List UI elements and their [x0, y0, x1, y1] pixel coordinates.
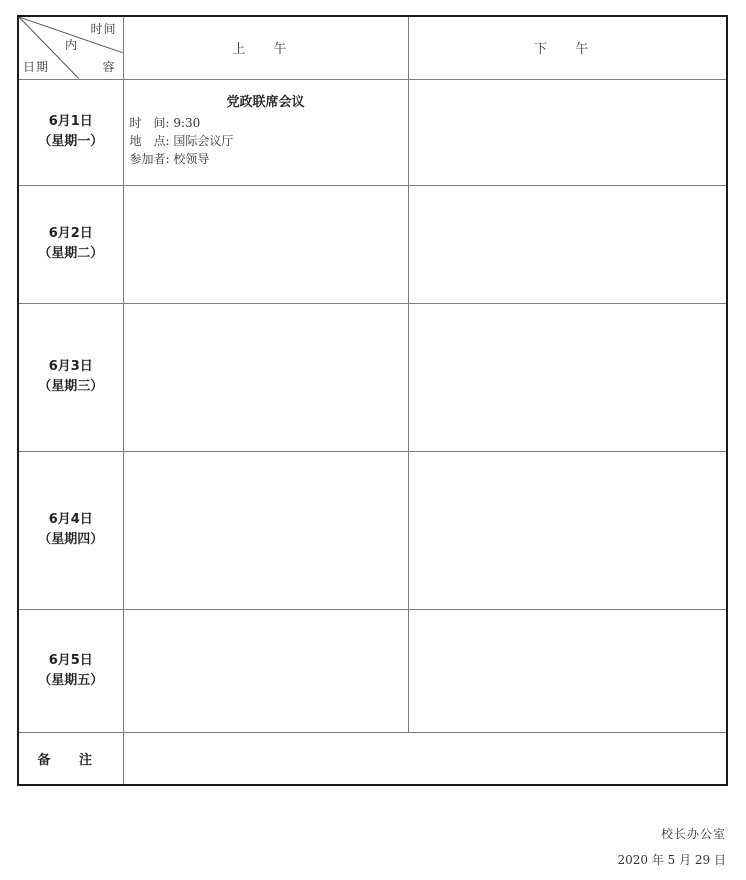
remarks-label: 备 注 [19, 732, 123, 784]
issuing-office: 校长办公室 [660, 827, 726, 841]
morning-header: 上 午 [123, 17, 408, 79]
morning-cell-2 [123, 185, 408, 303]
date-label: 6月4日 [48, 512, 93, 527]
corner-header-cell [19, 17, 123, 79]
date-cell-1 [19, 79, 123, 185]
weekday-label: （星期五） [38, 672, 104, 688]
day-row-2 [19, 185, 726, 303]
date-cell-3 [19, 303, 123, 451]
afternoon-cell-2 [408, 185, 726, 303]
remarks-row [19, 732, 726, 784]
issue-date: 2020 年 5 月 29 日 [617, 853, 726, 867]
event-time: 时 间: 9:30 [129, 115, 201, 130]
header-row [19, 17, 726, 79]
day-row-4 [19, 451, 726, 609]
remarks-content [123, 732, 726, 784]
morning-cell-4 [123, 451, 408, 609]
day-row-3 [19, 303, 726, 451]
date-label: 6月2日 [48, 226, 93, 241]
weekly-schedule-table [19, 17, 726, 784]
date-label: 6月1日 [48, 114, 93, 129]
corner-label-rong: 容 [102, 59, 115, 74]
day-row-1 [19, 79, 726, 185]
day-row-5 [19, 609, 726, 732]
afternoon-cell-4 [408, 451, 726, 609]
morning-cell-5 [123, 609, 408, 732]
date-cell-4 [19, 451, 123, 609]
date-label: 6月5日 [48, 652, 93, 668]
morning-cell-3 [123, 303, 408, 451]
weekday-label: （星期一） [38, 134, 104, 149]
weekday-label: （星期三） [38, 379, 104, 394]
schedule-sheet [17, 15, 728, 786]
diagonal-header [19, 17, 123, 79]
event-place: 地 点: 国际会议厅 [129, 133, 234, 148]
event-title: 党政联席会议 [226, 94, 305, 110]
weekday-label: （星期四） [38, 532, 104, 547]
date-cell-5 [19, 609, 123, 732]
corner-label-nei: 内 [65, 38, 78, 52]
afternoon-header: 下 午 [408, 17, 726, 79]
event-attendees: 参加者: 校领导 [129, 151, 210, 166]
corner-label-time: 时间 [90, 22, 117, 36]
afternoon-cell-5 [408, 609, 726, 732]
morning-cell-1 [123, 79, 408, 185]
date-cell-2 [19, 185, 123, 303]
afternoon-cell-1 [408, 79, 726, 185]
corner-label-date: 日期 [23, 59, 50, 74]
date-label: 6月3日 [48, 359, 93, 374]
weekday-label: （星期二） [38, 246, 104, 261]
afternoon-cell-3 [408, 303, 726, 451]
